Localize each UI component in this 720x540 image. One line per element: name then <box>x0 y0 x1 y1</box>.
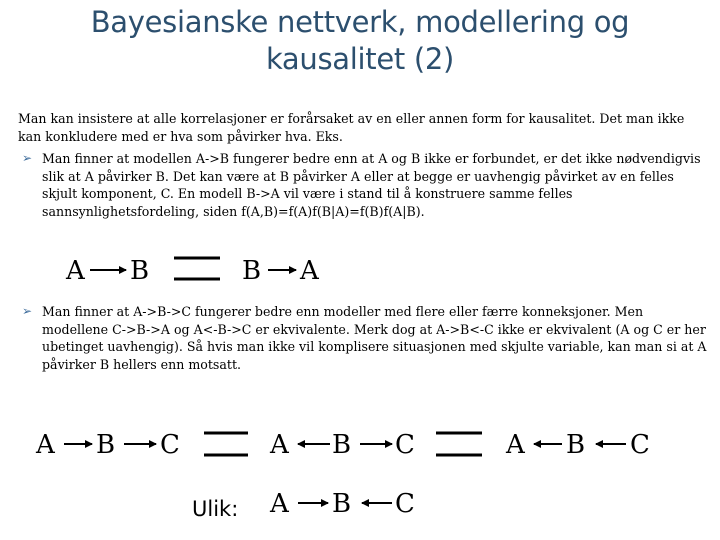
node-c: C <box>630 430 650 460</box>
diagram-1 <box>65 256 320 286</box>
equals-sign <box>204 433 248 455</box>
node-a: A <box>36 430 55 460</box>
node-c: C <box>395 430 415 460</box>
node-b: B <box>130 256 150 286</box>
node-a: A <box>66 256 85 286</box>
node-b: B <box>566 430 586 460</box>
node-a: A <box>300 256 319 286</box>
title-line-1: Bayesianske nettverk, modellering og <box>90 5 630 39</box>
node-a: A <box>270 430 289 460</box>
diagram-2 <box>35 430 650 521</box>
intro-paragraph: Man kan insistere at alle korrelasjoner er forårsaket av en eller annen form for kausalitet. Det man ikke kan konkludere med er hva som påvirker hva. Eks. <box>18 111 685 144</box>
node-c: C <box>160 430 180 460</box>
node-a: A <box>270 489 289 519</box>
ulik-label: Ulik: <box>192 497 239 521</box>
node-b: B <box>96 430 116 460</box>
node-c: C <box>395 489 415 519</box>
bullet-arrow-icon: ➢ <box>22 304 33 318</box>
node-b: B <box>332 430 352 460</box>
node-b: B <box>242 256 262 286</box>
node-a: A <box>506 430 525 460</box>
bullet-arrow-icon: ➢ <box>22 151 33 165</box>
bullet-1-text: Man finner at modellen A->B fungerer bedre enn at A og B ikke er forbundet, er det ikke nødvendigvis slik at A påvirker B. Det kan være at B påvirker A eller at begge er uavhengig påvirket av en felles skjult komponent, C. En modell B->A vil være i stand til å konstruere samme felles sannsynlighetsfordeling, siden f(A,B)=f(A)f(B|A)=f(B)f(A|B). <box>42 151 701 219</box>
title-line-2: kausalitet (2) <box>265 42 455 76</box>
node-b: B <box>332 489 352 519</box>
equals-sign <box>174 258 220 279</box>
equals-sign <box>436 433 482 455</box>
bullet-2-text: Man finner at A->B->C fungerer bedre enn modeller med flere eller færre konneksjoner. Men modellene C->B->A og A<-B->C er ekvivalente. Merk dog at A->B<-C ikke er ekvivalent (A og C er her ubetinget uavhengig). Så hvis man ikke vil komplisere situasjonen med skjulte variable, kan man si at A påvirker B hellers enn motsatt. <box>42 304 707 372</box>
